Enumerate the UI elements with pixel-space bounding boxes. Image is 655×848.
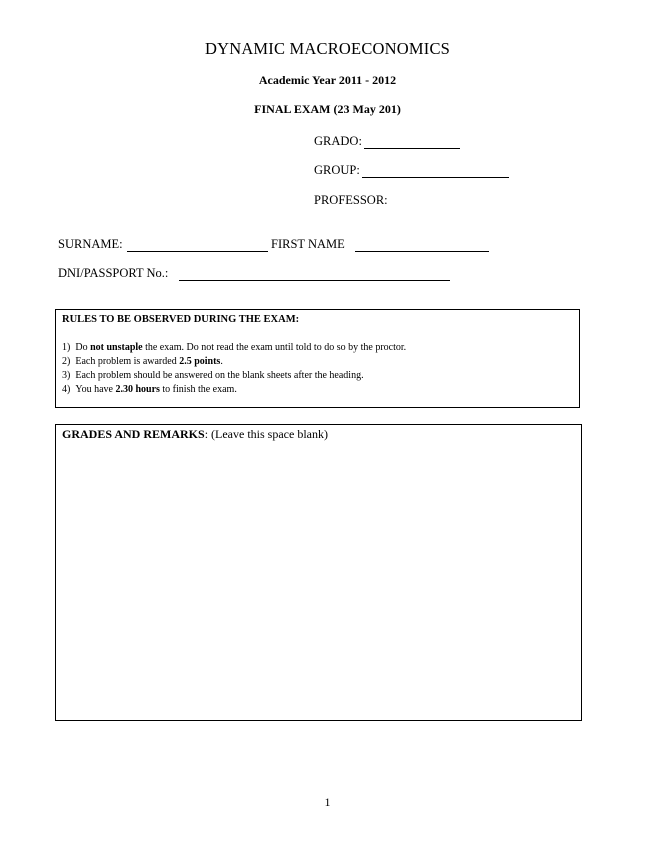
rule-emphasis: 2.30 hours — [115, 384, 160, 395]
academic-year: Academic Year 2011 - 2012 — [258, 73, 397, 87]
first-name-blank-line[interactable] — [355, 251, 489, 252]
grades-remarks-box[interactable] — [55, 424, 582, 721]
rules-box — [55, 309, 580, 408]
rule-text: . — [220, 356, 223, 367]
dni-label: DNI/PASSPORT No.: — [58, 266, 169, 280]
rule-number: 2) — [62, 356, 71, 367]
group-label: GROUP: — [314, 163, 360, 177]
rule-number: 4) — [62, 384, 71, 395]
rule-text: Each problem should be answered on the blank sheets after the heading. — [75, 370, 364, 381]
rule-item — [62, 369, 406, 383]
grades-note: : (Leave this space blank) — [204, 427, 328, 441]
rule-text: Do — [75, 342, 91, 353]
professor-label: PROFESSOR: — [314, 193, 388, 207]
grado-label: GRADO: — [314, 134, 362, 148]
grades-title: GRADES AND REMARKS — [62, 427, 205, 441]
rules-title: RULES TO BE OBSERVED DURING THE EXAM: — [62, 314, 300, 325]
surname-label: SURNAME: — [58, 237, 123, 251]
group-blank-line[interactable] — [362, 177, 509, 178]
rule-emphasis: 2.5 points — [179, 356, 221, 367]
page-number: 1 — [324, 795, 331, 809]
exam-date: FINAL EXAM (23 May 201) — [254, 102, 401, 116]
rule-emphasis: not unstaple — [90, 342, 143, 353]
rule-text: the exam. Do not read the exam until told to do so by the proctor. — [142, 342, 407, 353]
rules-list — [62, 341, 406, 397]
rule-text: Each problem is awarded — [75, 356, 180, 367]
rule-text: to finish the exam. — [159, 384, 237, 395]
grades-heading — [62, 427, 328, 442]
document-title: DYNAMIC MACROECONOMICS — [204, 39, 451, 58]
surname-blank-line[interactable] — [127, 251, 268, 252]
rule-item — [62, 355, 406, 369]
rule-item — [62, 383, 406, 397]
rule-text: You have — [75, 384, 116, 395]
dni-blank-line[interactable] — [179, 280, 450, 281]
grado-blank-line[interactable] — [364, 148, 460, 149]
rule-item — [62, 341, 406, 355]
first-name-label: FIRST NAME — [271, 237, 345, 251]
rule-number: 1) — [62, 342, 71, 353]
rule-number: 3) — [62, 370, 71, 381]
